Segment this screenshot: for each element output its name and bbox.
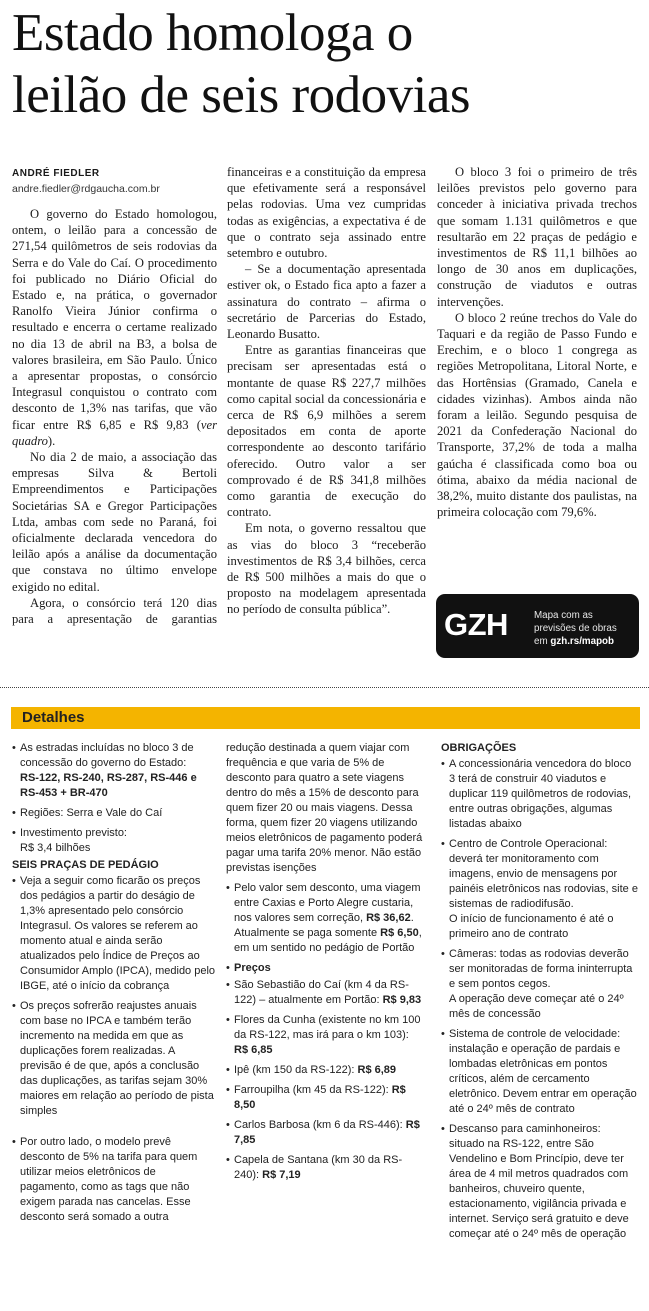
article-paragraph: Em nota, o governo ressaltou que as vias do bloco 3 “receberão investimentos de R$ 3,4 bilhões, cerca de R$ 500 milhões a mais do que o proposto na modelagem apresentada no período de consulta pública”. [227,521,426,617]
list-item [12,826,216,856]
promo-text [534,609,636,648]
item-text: A operação deve começar até o 24º mês de concessão [449,993,624,1020]
item-text: Centro de Controle Operacional: deverá ter monitoramento com imagens, envio de mensagens por painéis eletrônicos nas rodovias, site e sistemas de radiodifusão. [449,838,638,910]
price-value: R$ 36,62 [366,912,411,924]
article-paragraph-continued [227,164,426,261]
article-text: ). [47,433,56,448]
investment-value: R$ 3,4 bilhões [20,842,91,854]
article-paragraph: No dia 2 de maio, a associação das empresas Silva & Bertoli Empreendimentos e Participações Societárias SA e Gregor Participações Ltda, ambas com sede no Paraná, foi oficialmente declarada vencedora do leilão após a análise da documentação que constava no último envelope exigido no edital. [12,450,217,594]
toll-price: R$ 6,89 [357,1064,397,1076]
byline [12,167,217,197]
list-item: • Sistema de controle de velocidade: instalação e operação de pardais e lombadas eletrônicas em pontos críticos, além de cercamento eletrônico. Devem entrar em operação até o 24º mês de contrato [441,1027,639,1117]
item-text: Pelo valor sem desconto, uma viagem entre Caxias e Porto Alegre custaria, nos valores sem correção, [234,882,421,924]
article-column-3 [437,164,637,520]
price-item [226,978,424,1008]
details-column-1 [12,741,216,1230]
article-italic: ver quadro [12,417,217,448]
item-text: . Atualmente se paga somente [234,912,414,939]
headline-line-2: leilão de seis rodovias [12,66,471,124]
toll-price: R$ 8,50 [234,1084,406,1111]
price-value: R$ 6,50 [380,927,419,939]
details-column-3 [441,741,639,1247]
prices-title: Preços [234,962,271,974]
toll-location: Ipê (km 150 da RS-122): [234,1064,358,1076]
toll-location: Capela de Santana (km 30 da RS-240): [234,1154,403,1181]
toll-price: R$ 9,83 [382,994,422,1006]
article-paragraph: Entre as garantias financeiras que precisam ser apresentadas está o montante de quase R$ 227,7 milhões como capital social da concessionária e cerca de R$ 6,9 milhões a serem depositados em conta de aporte correspondente ao desconto tarifário oferecido. Outro valor a ser comprovado é de R$ 341,8 milhões como garantia de execução do contrato. [227,343,426,520]
article-column-1 [12,206,217,627]
price-item [226,1083,424,1113]
price-item [226,1118,424,1148]
list-item [441,947,639,1022]
section-divider [0,687,649,688]
article-paragraph: – Se a documentação apresentada estiver ok, o Estado fica apto a fazer a assinatura do contrato – afirma o secretário de Parcerias do Estado, Leonardo Busatto. [227,262,426,342]
price-item [226,1063,424,1078]
toll-location: Farroupilha (km 45 da RS-122): [234,1084,392,1096]
price-item [226,1013,424,1058]
article-paragraph: Agora, o consórcio terá 120 dias para a apresentação de garantias [12,595,217,627]
item-text: , em um sentido no pedágio de Portão [234,927,422,954]
toll-price: R$ 6,85 [234,1044,273,1056]
details-header-bar [11,707,640,729]
article-paragraph: O bloco 3 foi o primeiro de três leilões previstos pelo governo para conceder à iniciativa privada trechos que somam 1.131 quilômetros e que resultarão em 22 praças de pedágio e investimentos de R$ 11,1 bilhões ao longo de 30 anos em duplicações, construção de viadutos e outras intervenções. [437,165,637,309]
item-text: As estradas incluídas no bloco 3 de concessão do governo do Estado: [20,742,194,769]
list-item: • Descanso para caminhoneiros: situado na RS-122, entre São Vendelino e Bom Princípio, deve ter área de 4 mil metros quadrados com banheiros, chuveiro quente, estacionamento, vigilância privada e internet. Serviço será gratuito e deve começar até o 24º mês de operação [441,1122,639,1242]
section-heading: SEIS PRAÇAS DE PEDÁGIO [12,859,159,871]
gzh-promo-box[interactable] [436,594,639,658]
list-item: • Os preços sofrerão reajustes anuais com base no IPCA e também terão incremento na medida em que as duplicações forem realizadas. A previsão é de que, após a conclusão das duplicações, as tarifas sejam 30% maiores em relação ao período de pista simples [12,999,216,1119]
promo-link[interactable]: gzh.rs/mapob [550,636,615,647]
details-title: Detalhes [22,709,85,726]
toll-location: São Sebastião do Caí (km 4 da RS-122) – atualmente em Portão: [234,979,409,1006]
article-paragraph: O bloco 2 reúne trechos do Vale do Taquari e da região de Passo Fundo e Erechim, e o bloco 1 congrega as regiões Metropolitana, Litoral Norte, e das Hortênsias (Gramado, Canela e cidades vizinhas). Ambos ainda não foram a leilão. Segundo pesquisa de 2021 da Confederação Nacional do Transporte, 37,2% de toda a malha gaúcha é classificada como boa ou ótima, abaixo da média nacional de 38,2%, muito distante dos paulistas, na primeira colocação com 79,6%. [437,310,637,520]
article-text: O governo do Estado homologou, ontem, o leilão para a concessão de 271,54 quilômetros de seis rodovias da Serra e do Vale do Caí. O procedimento foi publicado no Diário Oficial do Estado e, na prática, o governador Ranolfo Vieira Júnior confirma o resultado e encerra o certame realizado no dia 13 de abril na B3, a bolsa de valores brasileira, em São Paulo. Único a apresentar propostas, o consórcio Integrasul conquistou o contrato com desconto de 1,3% nas tarifas, que vão ficar entre R$ 6,85 e R$ 9,83 ( [12,207,217,432]
article-column-2 [227,164,426,618]
article-paragraph [12,206,217,449]
list-item: • Veja a seguir como ficarão os preços dos pedágios a partir do deságio de 1,3% apresentado pelo consórcio Integrasul. Os valores se referem ao momento atual e ainda serão atualizados pelo Índice de Preços ao Consumidor Amplo (IPCA), medido pelo IBGE, até o início da cobrança [12,874,216,994]
road-list: RS-122, RS-240, RS-287, RS-446 e RS-453 + BR-470 [20,772,197,799]
list-item-continued: redução destinada a quem viajar com frequência e que varia de 5% de desconto para quatro a sete viagens dentro do mês a 15% de desconto para quem fizer 20 ou mais viagens. Dessa forma, quem fizer 20 viagens utilizando meios eletrônicos de pagamento poderá pagar uma tarifa 20% menor. Não estão previstas isenções [226,742,423,874]
toll-price: R$ 7,19 [262,1169,301,1181]
promo-line: Mapa com as [534,610,593,621]
author-email[interactable]: andre.fiedler@rdgaucha.com.br [12,183,160,195]
promo-line: em [534,636,551,647]
author-name: ANDRÉ FIEDLER [12,168,100,179]
price-item [226,1153,424,1183]
list-item: • A concessionária vencedora do bloco 3 terá de construir 40 viadutos e duplicar 119 quilômetros de rodovias, entre outras obrigações, algumas listadas abaixo [441,757,639,832]
item-text: Investimento previsto: [20,827,127,839]
promo-line: previsões de obras [534,623,617,634]
list-item: • Regiões: Serra e Vale do Caí [12,806,216,821]
list-item [12,741,216,801]
list-item: • Por outro lado, o modelo prevê desconto de 5% na tarifa para quem utilizar meios eletrônicos de pagamento, como as tags que não exigem parada nas cancelas. Esse desconto será somado a outra [12,1135,216,1225]
list-item [441,837,639,942]
toll-location: Flores da Cunha (existente no km 100 da RS-122, mas irá para o km 103): [234,1014,421,1041]
prices-list [226,978,424,1183]
toll-location: Carlos Barbosa (km 6 da RS-446): [234,1119,406,1131]
section-heading: OBRIGAÇÕES [441,742,517,754]
prices-heading [226,961,424,976]
details-column-2 [226,741,424,1188]
toll-price: R$ 7,85 [234,1119,420,1146]
item-text: O início de funcionamento é até o primeiro ano de contrato [449,913,614,940]
item-text: Câmeras: todas as rodovias deverão ser monitoradas de forma ininterrupta e sem pontos cegos. [449,948,633,990]
gzh-logo: GZH [444,607,508,642]
article-text: financeiras e a constituição da empresa que efetivamente será a responsável pelas rodovias. Uma vez cumpridas todas as exigências, a expectativa é de que o contrato seja assinado entre setembro e outubro. [227,165,426,261]
headline [12,2,642,126]
headline-line-1: Estado homologa o [12,4,413,62]
list-item [226,881,424,956]
